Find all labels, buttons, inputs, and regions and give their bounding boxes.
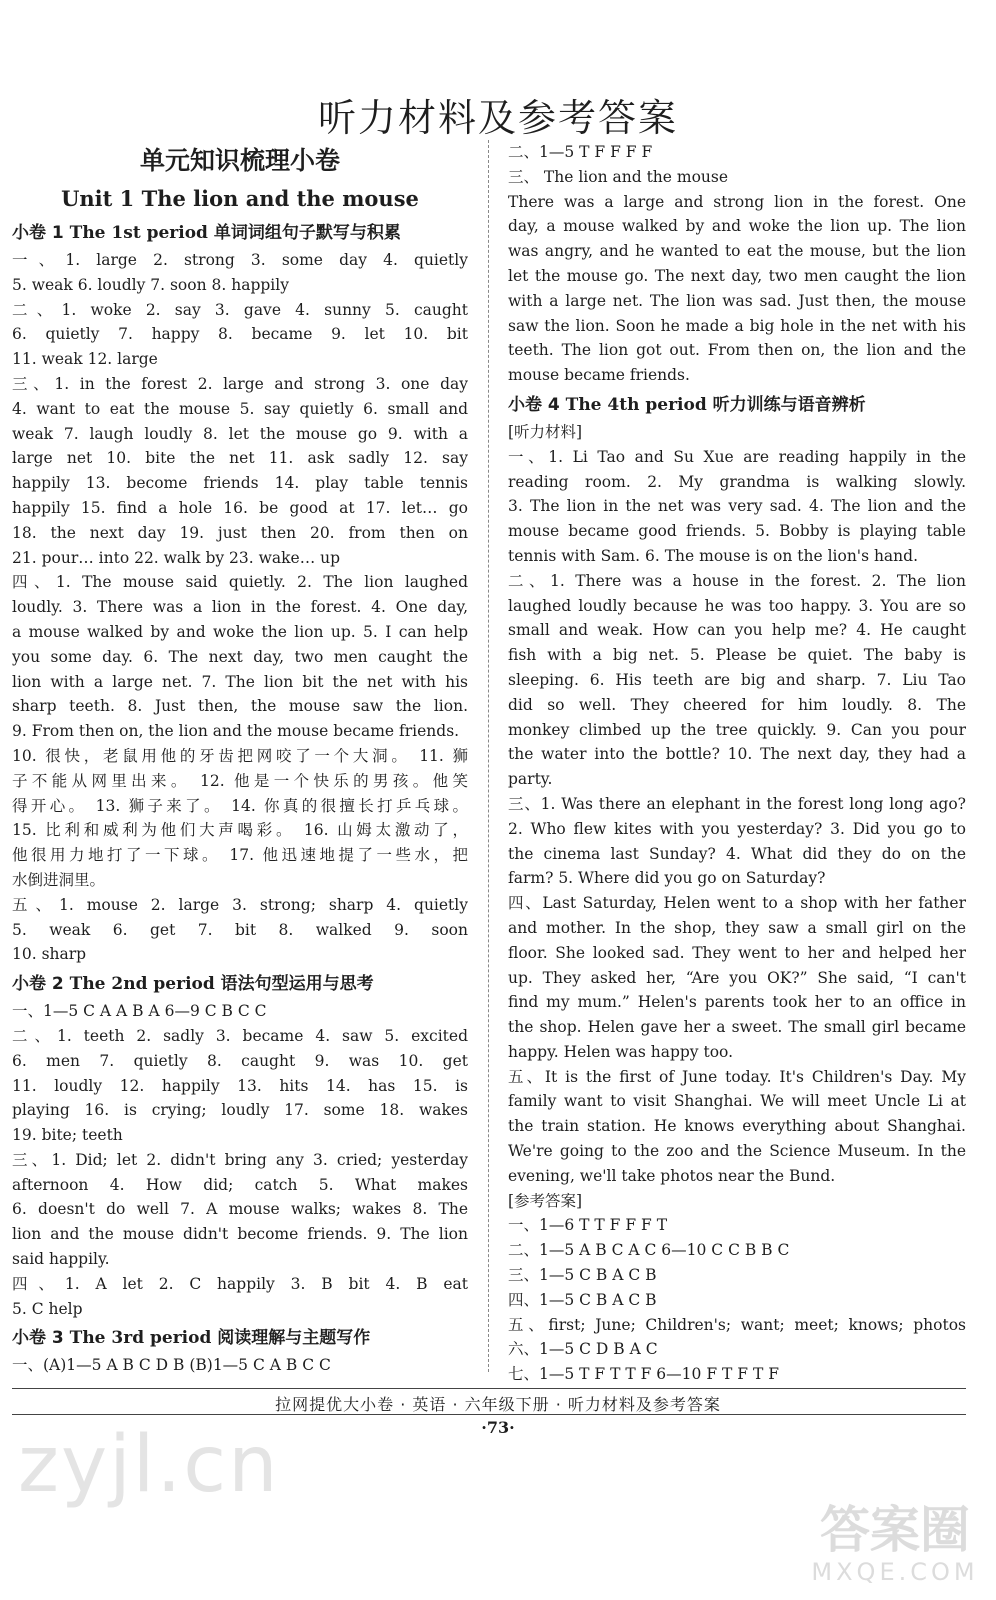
watermark-zyjl: zyjl.cn xyxy=(18,1420,280,1510)
text-line: let the mouse go. The next day, two men caught the lion xyxy=(508,266,966,285)
text-line: lion with a large net. 7. The lion bit the net with his xyxy=(12,672,468,691)
column-divider xyxy=(488,140,489,1372)
footer-rule-bottom xyxy=(12,1414,966,1415)
text-line: with a large net. The lion was sad. Just then, the mouse xyxy=(508,291,966,310)
text-line: 四、1. The mouse said quietly. 2. The lion laughed xyxy=(12,573,468,592)
text-line: 15. 比利和威利为他们大声喝彩。 16. 山姆太激动了， xyxy=(12,821,468,840)
text-line: 六、1—5 C D B A C xyxy=(508,1340,658,1359)
unit-heading: Unit 1 The lion and the mouse xyxy=(61,186,419,211)
text-line: 得开心。 13. 狮子来了。 14. 你真的很擅长打乒乓球。 xyxy=(12,796,468,815)
text-line: fish with a big net. 5. Please be quiet. The baby is xyxy=(508,646,966,665)
text-line: There was a large and strong lion in the forest. One xyxy=(508,192,966,211)
text-line: sharp teeth. 8. Just then, the mouse saw the lion. xyxy=(12,697,468,716)
text-line: you some day. 6. The next day, two men caught the xyxy=(12,647,468,666)
text-line: small and weak. How can you help me? 4. He caught xyxy=(508,621,966,640)
text-line: evening, we'll take photos near the Bund. xyxy=(508,1166,836,1185)
text-line: 10. sharp xyxy=(12,945,87,964)
text-line: 三、1. Did; let 2. didn't bring any 3. cried; yesterday xyxy=(12,1150,468,1169)
watermark-mxqe-title: 答案圈 xyxy=(820,1501,970,1559)
text-line: saw the lion. Soon he made a big hole in the net with his xyxy=(508,316,966,335)
text-line: did so well. They cheered for him loudly. 8. The xyxy=(508,695,966,714)
section-number: 小卷 4 xyxy=(508,394,560,415)
text-line: 他很用力地打了一下球。 17. 他迅速地提了一些水，把 xyxy=(12,846,468,865)
text-line: large net 10. bite the net 11. ask sadly 12. say xyxy=(12,449,468,468)
text-line: We're going to the zoo and the Science Museum. In the xyxy=(508,1142,966,1161)
section-title: The 4th period 听力训练与语音辨析 xyxy=(565,394,866,415)
section-heading xyxy=(12,1323,468,1353)
text-line: 四、1—5 C B A C B xyxy=(508,1290,657,1309)
text-line: 四、1. A let 2. C happily 3. B bit 4. B eat xyxy=(12,1274,468,1293)
text-line: 一、1. Li Tao and Su Xue are reading happily in the xyxy=(508,447,966,466)
text-line: 3. The lion in the net was very sad. 4. The lion and the xyxy=(508,497,966,516)
text-line: 子不能从网里出来。 12. 他是一个快乐的男孩。他笑 xyxy=(12,771,468,790)
text-line: 二、1. woke 2. say 3. gave 4. sunny 5. caught xyxy=(12,300,468,319)
text-line: happily 15. find a hole 16. be good at 17. let… go xyxy=(12,498,468,517)
text-line: sleeping. 6. His teeth are big and sharp. 7. Liu Tao xyxy=(508,670,966,689)
text-line: 11. weak 12. large xyxy=(12,350,158,369)
text-line: 11. loudly 12. happily 13. hits 14. has 15. is xyxy=(12,1076,468,1095)
text-line: 五、It is the first of June today. It's Children's Day. My xyxy=(508,1067,966,1086)
text-line: 6. quietly 7. happy 8. became 9. let 10. bit xyxy=(12,325,468,344)
text-line: 一、1—6 T T F F F T xyxy=(508,1216,668,1235)
text-line: 19. bite; teeth xyxy=(12,1126,123,1145)
text-line: 五、first; June; Children's; want; meet; knows; photos xyxy=(508,1315,966,1334)
text-line: happily 13. become friends 14. play table tennis xyxy=(12,474,468,493)
watermark-mxqe xyxy=(806,1500,984,1586)
footer-book-title: 拉网提优大小卷 · 英语 · 六年级下册 · 听力材料及参考答案 xyxy=(275,1395,721,1414)
text-line: 18. the next day 19. just then 20. from then on xyxy=(12,523,468,542)
text-line: lion and the mouse didn't become friends. 9. The lion xyxy=(12,1225,468,1244)
text-line: 9. From then on, the lion and the mouse became friends. xyxy=(12,722,460,741)
text-line: laughed loudly because he was too happy. 3. You are so xyxy=(508,596,966,615)
text-line: loudly. 3. There was a lion in the forest. 4. One day, xyxy=(12,598,468,617)
text-line: 6. doesn't do well 7. A mouse walks; wakes 8. The xyxy=(12,1200,468,1219)
text-line: was angry, and he wanted to eat the mouse, but the lion xyxy=(508,242,966,261)
text-line: happy. Helen was happy too. xyxy=(508,1042,734,1061)
text-line: 二、1. teeth 2. sadly 3. became 4. saw 5. excited xyxy=(12,1026,468,1045)
text-line: 5. weak 6. loudly 7. soon 8. happily xyxy=(12,275,289,294)
section-heading xyxy=(12,218,468,248)
right-column xyxy=(508,140,966,1387)
text-line: farm? 5. Where did you go on Saturday? xyxy=(508,869,826,888)
text-line: 三、1. Was there an elephant in the forest long long ago? xyxy=(508,794,966,813)
text-line: and mother. In the shop, they saw a small girl on the xyxy=(508,918,966,937)
text-line: the shop. Helen gave her a sweet. The small girl became xyxy=(508,1018,966,1037)
section-number: 小卷 3 xyxy=(12,1328,64,1349)
text-line: weak 7. laugh loudly 8. let the mouse go 9. with a xyxy=(12,424,468,443)
text-line: mouse became friends. xyxy=(508,366,690,385)
text-line: 三、1. in the forest 2. large and strong 3. one day xyxy=(12,374,468,393)
text-line: 七、1—5 T F T T F 6—10 F T F T F xyxy=(508,1365,779,1384)
section-title: The 2nd period 语法句型运用与思考 xyxy=(69,974,374,995)
text-line: up. They asked her, “Are you OK?” She said, “I can't xyxy=(508,968,966,987)
text-line: 一、(A)1—5 A B C D B (B)1—5 C A B C C xyxy=(12,1356,331,1375)
text-line: a mouse walked by and woke the lion up. 5. I can help xyxy=(12,622,468,641)
text-line: the train station. He knows everything about Shanghai. xyxy=(508,1117,966,1136)
text-line: 二、1. There was a house in the forest. 2. The lion xyxy=(508,571,966,590)
section-title: The 1st period 单词词组句子默写与积累 xyxy=(69,223,401,243)
text-line: reading room. 2. My grandma is walking slowly. xyxy=(508,472,966,491)
page-title: 听力材料及参考答案 xyxy=(317,96,678,141)
text-line: mouse became good friends. 5. Bobby is playing table xyxy=(508,522,966,541)
text-line: 水倒进洞里。 xyxy=(12,870,106,889)
text-line: party. xyxy=(508,770,553,789)
text-line: 五、1. mouse 2. large 3. strong; sharp 4. quietly xyxy=(12,895,468,914)
text-line: [听力材料] xyxy=(508,422,583,441)
text-line: afternoon 4. How did; catch 5. What makes xyxy=(12,1175,468,1194)
text-line: said happily. xyxy=(12,1250,110,1269)
text-line: family want to visit Shanghai. We will meet Uncle Li at xyxy=(508,1092,966,1111)
text-line: 21. pour… into 22. walk by 23. wake… up xyxy=(12,548,341,567)
text-line: day, a mouse walked by and woke the lion up. The lion xyxy=(508,217,966,236)
page-number: ·73· xyxy=(481,1418,515,1437)
section-heading xyxy=(508,390,966,420)
text-line: monkey climbed up the tree quickly. 9. Can you pour xyxy=(508,720,966,739)
text-line: the cinema last Sunday? 4. What did they do on the xyxy=(508,844,966,863)
section-heading xyxy=(12,969,468,999)
section-number: 小卷 1 xyxy=(12,223,64,243)
text-line: 四、Last Saturday, Helen went to a shop with her father xyxy=(508,894,966,913)
text-line: 2. Who flew kites with you yesterday? 3. Did you go to xyxy=(508,819,966,838)
text-line: 二、1—5 T F F F F xyxy=(508,143,653,161)
text-line: 一、1—5 C A A B A 6—9 C B C C xyxy=(12,1002,267,1021)
text-line: find my mum.” Helen's parents took her to an office in xyxy=(508,993,966,1012)
text-line: teeth. The lion got out. From then on, the lion and the xyxy=(508,341,966,360)
footer-rule-top xyxy=(12,1388,966,1389)
section-title: The 3rd period 阅读理解与主题写作 xyxy=(69,1328,371,1349)
text-line: 三、 The lion and the mouse xyxy=(508,167,729,186)
text-line: 10. 很快，老鼠用他的牙齿把网咬了一个大洞。 11. 狮 xyxy=(12,746,468,765)
text-line: the water into the bottle? 10. The next day, they had a xyxy=(508,745,966,764)
text-line: 5. weak 6. get 7. bit 8. walked 9. soon xyxy=(12,920,468,939)
text-line: 5. C help xyxy=(12,1299,83,1318)
text-line: 三、1—5 C B A C B xyxy=(508,1266,657,1285)
text-line: playing 16. is crying; loudly 17. some 18. wakes xyxy=(12,1101,468,1120)
text-line: 4. want to eat the mouse 5. say quietly 6. small and xyxy=(12,399,468,418)
text-line: tennis with Sam. 6. The mouse is on the lion's hand. xyxy=(508,546,919,565)
text-line: 6. men 7. quietly 8. caught 9. was 10. get xyxy=(12,1051,468,1070)
text-line: floor. She looked sad. They went to her and helped her xyxy=(508,943,966,962)
left-column xyxy=(12,140,468,1378)
watermark-mxqe-domain: MXQE.COM xyxy=(811,1558,979,1586)
text-line: 一、1. large 2. strong 3. some day 4. quietly xyxy=(12,251,468,269)
text-line: [参考答案] xyxy=(508,1191,583,1210)
unit-heading: 单元知识梳理小卷 xyxy=(139,146,340,175)
text-line: 二、1—5 A B C A C 6—10 C C B B C xyxy=(508,1241,790,1260)
section-number: 小卷 2 xyxy=(12,974,64,995)
